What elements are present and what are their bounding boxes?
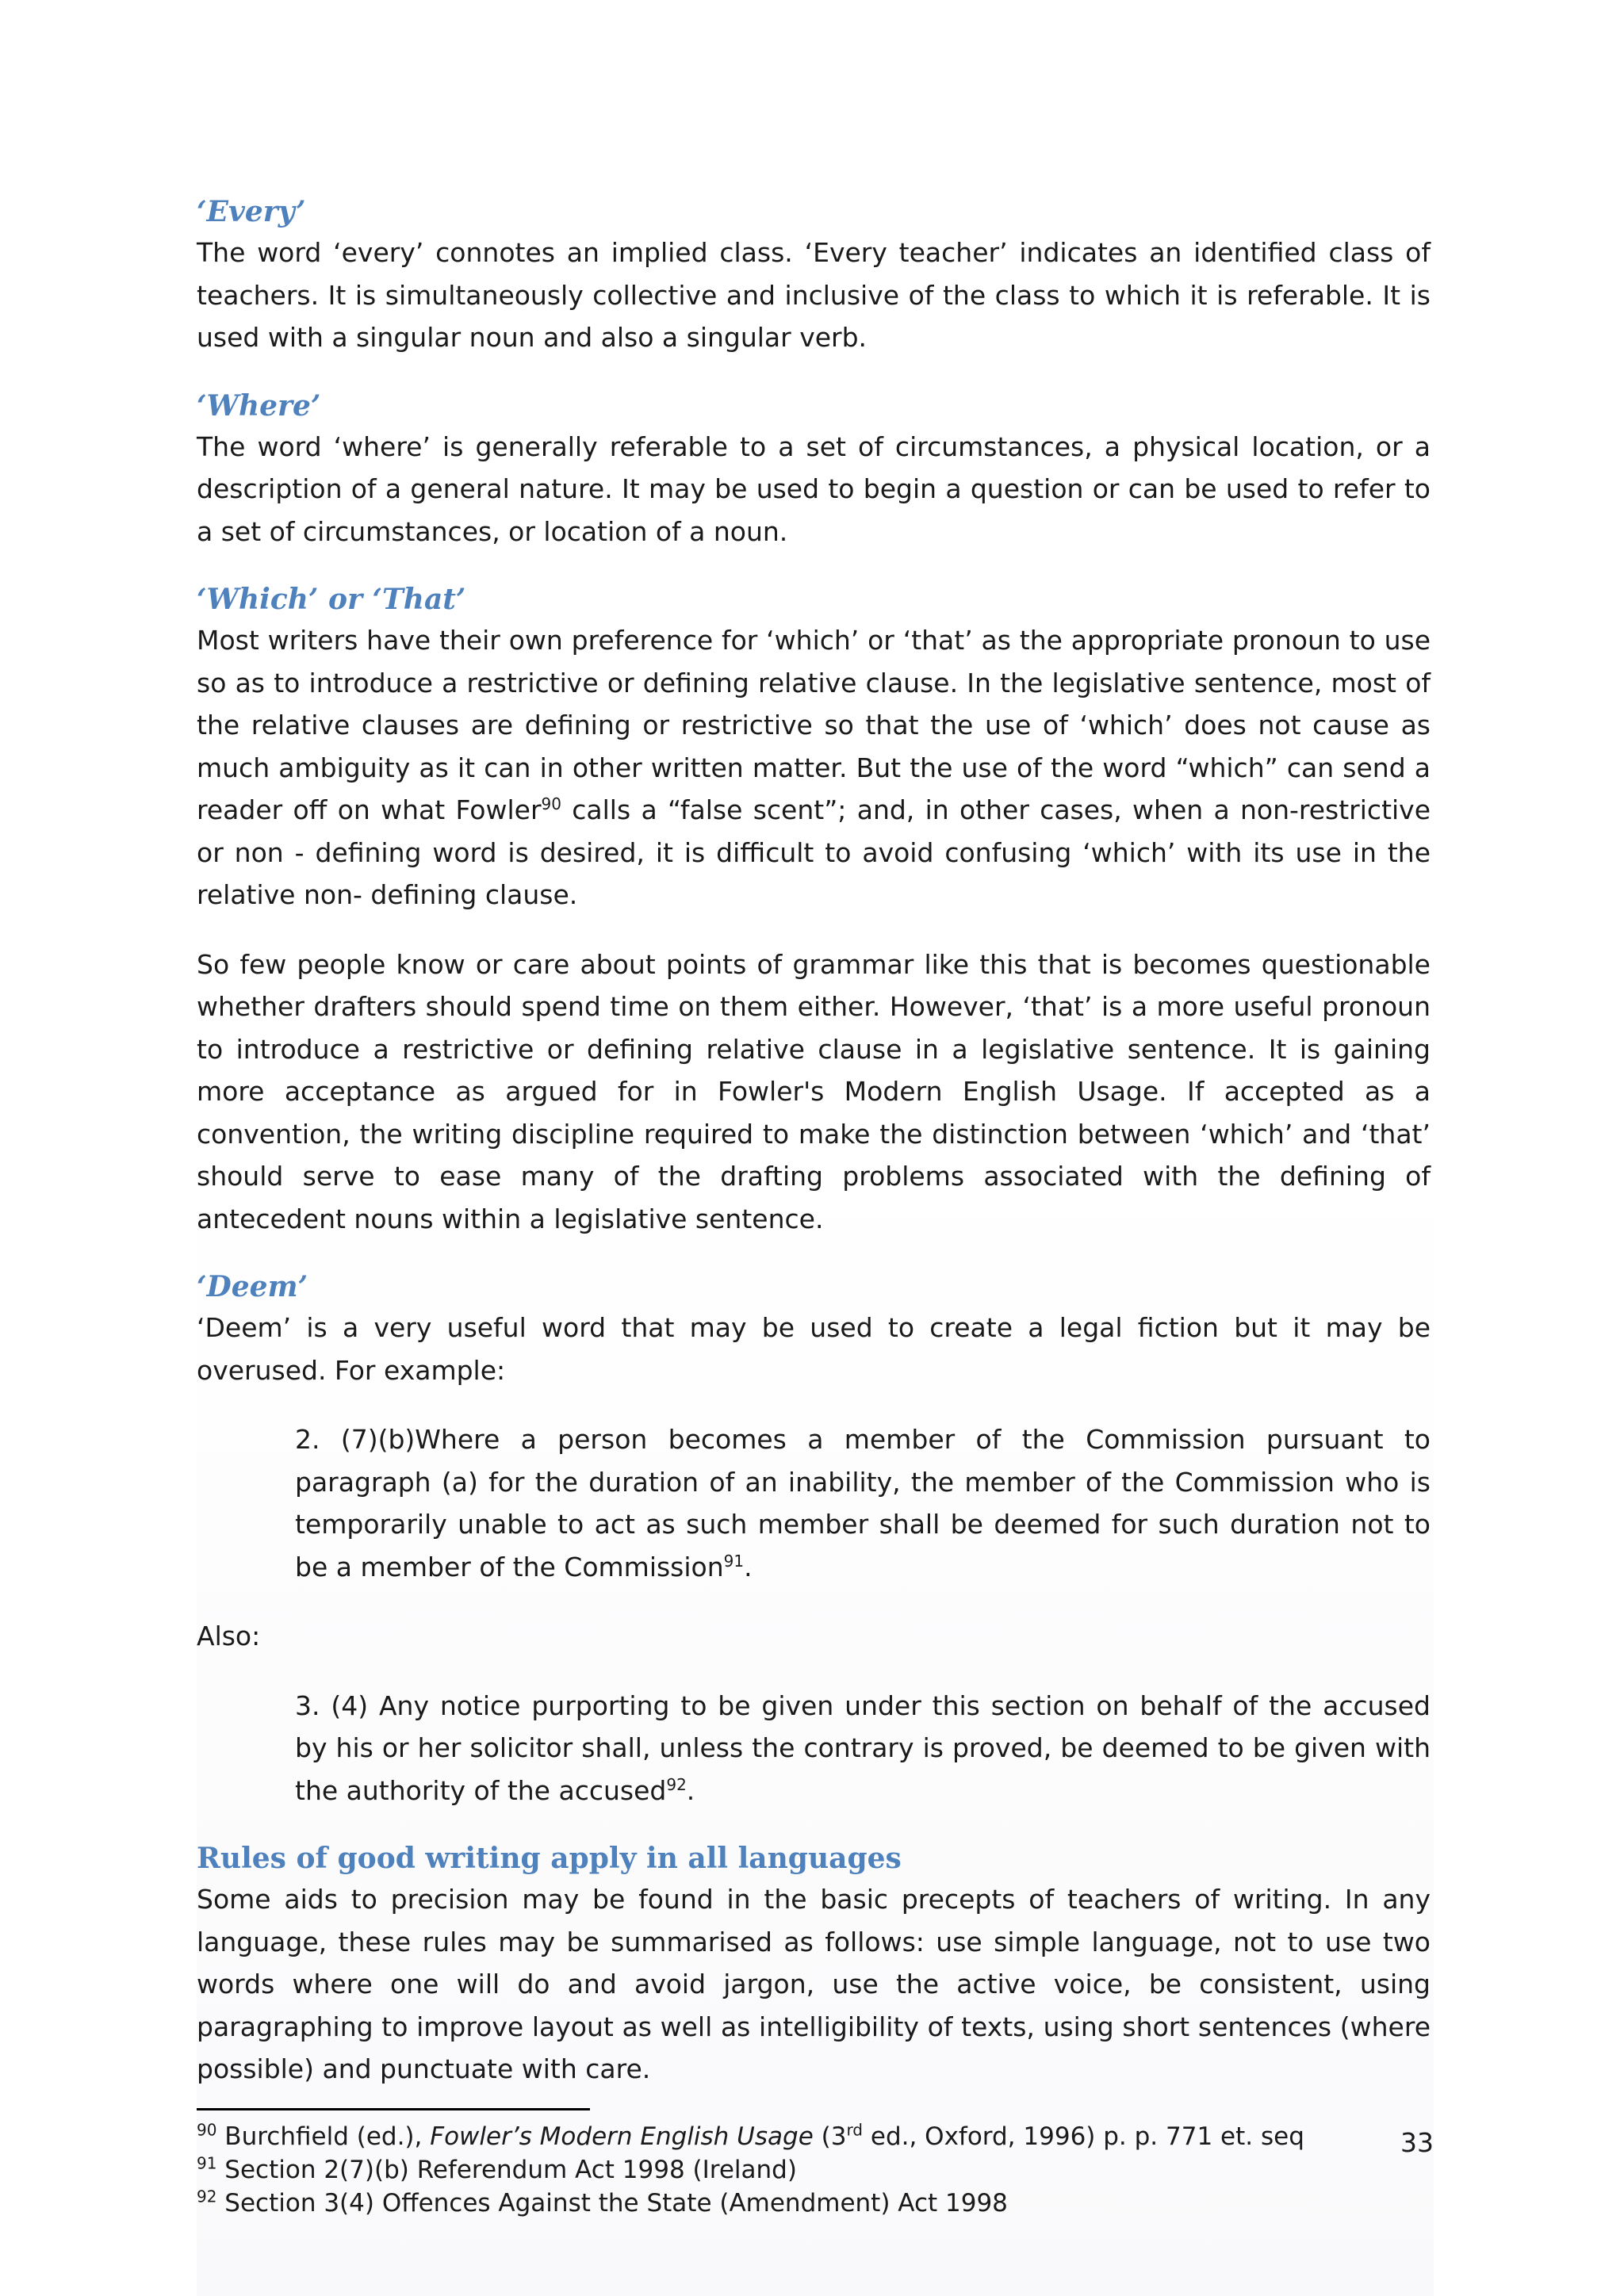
heading-which-or-that: ‘Which’ or ‘That’ — [197, 583, 466, 616]
heading-deem: ‘Deem’ — [197, 1270, 308, 1303]
footnote-text: ed., Oxford, 1996) p. p. 771 et. seq — [863, 2122, 1304, 2151]
paragraph-where: The word ‘where’ is generally referable to a set of circumstances, a physical location, or a description of a general nature. It may be used to begin a question or can be used to refer to a set of circumstances, or location of a noun. — [197, 430, 1431, 547]
footnote-ref-90[interactable]: 90 — [541, 794, 561, 813]
footnote-ref-91[interactable]: 91 — [723, 1551, 745, 1571]
paragraph-text: Most writers have their own preference for ‘which’ or ‘that’ as the appropriate pronoun to use so as to introduce a restrictive or defining relative clause. In the legislative sentence, most of the relative clauses are defining or restrictive so that the use of ‘which’ does not cause as much ambiguity as it can in other written matter. But the use of the word “which” can send a reader off on what Fowler — [197, 625, 1431, 825]
quotation-commission — [295, 1418, 1431, 1588]
footnote-90 — [197, 2120, 1431, 2153]
quotation-text: 2. (7)(b)Where a person becomes a member of the Commission pursuant to paragraph (a) for the duration of an inability, the member of the Commission who is temporarily unable to act as such member shall be deemed for such duration not to be a member of the Commission — [295, 1424, 1431, 1582]
ordinal-suffix: rd — [846, 2120, 864, 2140]
footnote-text: Section 2(7)(b) Referendum Act 1998 (Ireland) — [216, 2155, 797, 2184]
heading-rules-of-good-writing: Rules of good writing apply in all languages — [197, 1842, 902, 1875]
document-body — [197, 192, 1431, 2220]
footnote-number: 91 — [197, 2153, 217, 2173]
also-label: Also: — [197, 1621, 261, 1651]
paragraph-rules: Some aids to precision may be found in the basic precepts of teachers of writing. In any language, these rules may be summarised as follows: use simple language, not to use two words where one will do and avoid jargon, use the active voice, be consistent, using paragraphing to improve layout as well as intelligibility of texts, using short sentences (where possible) and punctuate with care. — [197, 1884, 1431, 2084]
footnote-text: Section 3(4) Offences Against the State (Amendment) Act 1998 — [216, 2188, 1008, 2218]
footnote-number: 92 — [197, 2187, 217, 2206]
footnote-text: (3 — [813, 2122, 847, 2151]
paragraph-text: calls a “false scent”; and, in other cases, when a non-restrictive or non - defining word is desired, it is difficult to avoid confusing ‘which’ with its use in the relative non- defining clause. — [197, 794, 1431, 910]
footnote-ref-92[interactable]: 92 — [666, 1774, 687, 1794]
paragraph-which-that-1 — [197, 619, 1431, 916]
footnote-text: Burchfield (ed.), — [216, 2122, 431, 2151]
footnote-91 — [197, 2153, 1431, 2187]
paragraph-which-that-2: So few people know or care about points of grammar like this that is becomes questionable whether drafters should spend time on them either. However, ‘that’ is a more useful pronoun to introduce a restrictive or defining relative clause in a legislative sentence. It is gaining more acceptance as argued for in Fowler's Modern English Usage. If accepted as a convention, the writing discipline required to make the distinction between ‘which’ and ‘that’ should serve to ease many of the drafting problems associated with the defining of antecedent nouns within a legislative sentence. — [197, 948, 1431, 1234]
quotation-text: 3. (4) Any notice purporting to be given under this section on behalf of the accused by his or her solicitor shall, unless the contrary is proved, be deemed to be given with the authority of the accused — [295, 1689, 1431, 1806]
footnote-number: 90 — [197, 2120, 217, 2140]
quotation-notice — [295, 1685, 1431, 1812]
heading-where: ‘Where’ — [197, 388, 321, 423]
paragraph-every: The word ‘every’ connotes an implied class. ‘Every teacher’ indicates an identified class of teachers. It is simultaneously collective and inclusive of the class to which it is referable. It is used with a singular noun and also a singular verb. — [197, 237, 1431, 353]
period: . — [744, 1551, 753, 1582]
paragraph-deem: ‘Deem’ is a very useful word that may be used to create a legal fiction but it may be overused. For example: — [197, 1312, 1431, 1386]
footnote-92 — [197, 2187, 1431, 2220]
footnote-separator — [197, 2108, 590, 2110]
heading-every: ‘Every’ — [197, 195, 306, 228]
footnote-book-title: Fowler’s Modern English Usage — [430, 2122, 814, 2151]
page-number: 33 — [1400, 2127, 1434, 2158]
period: . — [686, 1774, 695, 1806]
